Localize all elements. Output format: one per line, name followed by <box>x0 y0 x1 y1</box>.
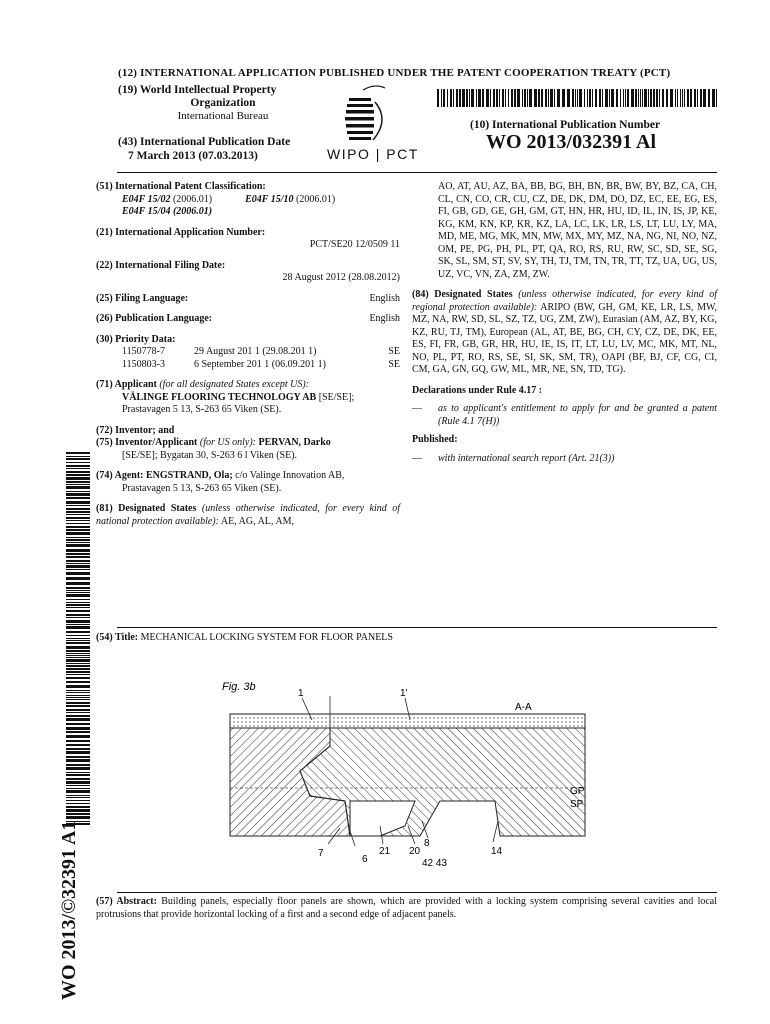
barcode-bar <box>635 89 637 107</box>
published-item <box>412 453 717 466</box>
barcode-bar <box>684 89 685 107</box>
published-text: with international search report (Art. 21(3)) <box>438 452 615 464</box>
barcode-bar <box>589 89 591 107</box>
priority-date: 6 September 201 1 (06.09.201 1) <box>194 358 326 370</box>
barcode-bar <box>690 89 692 107</box>
barcode-bar <box>482 89 484 107</box>
barcode-bar <box>66 614 90 616</box>
declaration-text: as to applicant's entitlement to apply for and be granted a patent (Rule 4.1 7(H)) <box>438 403 717 427</box>
pub-number-value: WO 2013/032391 Al <box>486 131 657 153</box>
barcode-bar <box>514 89 516 107</box>
ref-14: 14 <box>491 846 503 857</box>
barcode-bar <box>66 560 90 562</box>
field-30-label: (30) Priority Data: <box>96 333 176 345</box>
barcode-bar <box>680 89 681 107</box>
barcode-bar <box>441 89 442 107</box>
barcode-bar <box>66 481 90 483</box>
left-column <box>96 181 400 528</box>
barcode-bar <box>66 646 90 649</box>
field-22 <box>96 260 400 285</box>
field-75-note: (for US only): <box>199 437 257 448</box>
barcode-bar <box>712 89 715 107</box>
pub-date-value: 7 March 2013 (07.03.2013) <box>128 150 258 162</box>
field-21 <box>96 227 400 252</box>
barcode-bar <box>66 517 90 519</box>
barcode-bar <box>486 89 489 107</box>
barcode-bar <box>66 569 90 570</box>
treaty-heading: (12) INTERNATIONAL APPLICATION PUBLISHED UNDER THE PATENT COOPERATION TREATY (PCT) <box>118 67 671 79</box>
figure-caption: Fig. 3b <box>222 681 256 693</box>
barcode-bar <box>66 526 90 528</box>
barcode-bar <box>437 89 439 107</box>
ref-6: 6 <box>362 854 368 865</box>
barcode-bar <box>541 89 543 107</box>
ref-8: 8 <box>424 838 430 849</box>
barcode-bar <box>577 89 578 107</box>
barcode-bar <box>677 89 678 107</box>
abstract-label: (57) Abstract: <box>96 896 157 907</box>
title-label: (54) Title: <box>96 632 139 643</box>
barcode-bar <box>66 477 90 480</box>
barcode-bar <box>66 635 90 636</box>
barcode-bar <box>548 89 549 107</box>
field-25 <box>96 293 400 306</box>
barcode-bar <box>459 89 461 107</box>
field-84-note: (unless otherwise indicated, for every kind of regional protection available): <box>412 289 717 313</box>
barcode-bar <box>611 89 614 107</box>
barcode-bar <box>502 89 504 107</box>
barcode-bar <box>66 602 90 603</box>
title-rule <box>117 627 717 628</box>
barcode-bar <box>599 89 601 107</box>
barcode-bar <box>605 89 608 107</box>
barcode-bar <box>567 89 570 107</box>
barcode-bar <box>670 89 673 107</box>
field-72-label: (72) Inventor; and <box>96 424 175 436</box>
applicant-country: [SE/SE]; <box>318 391 355 403</box>
barcode-bar <box>625 89 626 107</box>
ipc-class-2-year: (2006.01) <box>296 193 336 205</box>
barcode-bar <box>66 556 90 558</box>
barcode-bar <box>66 511 90 513</box>
barcode-bar <box>66 599 90 600</box>
field-72 <box>96 425 400 438</box>
barcode-bar <box>627 89 629 107</box>
field-26-label: (26) Publication Language: <box>96 313 213 324</box>
barcode-bar <box>656 89 658 107</box>
pub-number-label: (10) International Publication Number <box>470 119 661 131</box>
field-71 <box>96 379 400 417</box>
inventor-name: PERVAN, Darko <box>258 437 331 448</box>
field-71-label: (71) Applicant <box>96 379 157 390</box>
barcode-bar <box>66 539 90 541</box>
field-57 <box>96 896 717 921</box>
org-name-line1: (19) World Intellectual Property <box>118 84 277 96</box>
ref-sp: SP <box>570 799 584 810</box>
published-dash: — <box>412 452 422 464</box>
barcode-bar <box>66 514 90 515</box>
barcode-bar <box>616 89 618 107</box>
barcode-bar <box>511 89 513 107</box>
field-21-label: (21) International Application Number: <box>96 226 266 238</box>
field-75 <box>96 437 400 462</box>
barcode-bar <box>527 89 528 107</box>
ref-20: 20 <box>409 846 421 857</box>
field-74 <box>96 470 400 495</box>
barcode-bar <box>682 89 683 107</box>
barcode-bar <box>66 537 90 538</box>
barcode-bar <box>687 89 689 107</box>
barcode-bar <box>478 89 481 107</box>
declaration-item <box>412 403 717 428</box>
ref-7: 7 <box>318 848 324 859</box>
barcode-bar <box>708 89 710 107</box>
field-26-value: English <box>369 313 400 324</box>
floor-panel-section-drawing <box>200 676 620 876</box>
barcode-bar <box>642 89 643 107</box>
barcode-bar <box>66 458 90 460</box>
field-74-label: (74) Agent: ENGSTRAND, Ola; <box>96 470 233 481</box>
ref-gp: GP <box>570 786 585 797</box>
header-rule <box>117 172 717 173</box>
barcode-bar <box>650 89 652 107</box>
barcode-bar <box>575 89 576 107</box>
pub-date-label: (43) International Publication Date <box>118 136 291 148</box>
barcode-bar <box>66 452 90 454</box>
barcode-bar <box>443 89 445 107</box>
barcode-bar <box>66 582 90 585</box>
barcode-bar <box>66 624 90 625</box>
barcode-bar <box>716 89 717 107</box>
national-states-list: AO, AT, AU, AZ, BA, BB, BG, BH, BN, BR, BW, BY, BZ, CA, CH, CL, CN, CO, CR, CU, CZ, DE, DK, DM, DO, DZ, EC, EE, EG, ES, FI, GB, GD, GE, GH, GM, GT, HN, HR, HU, ID, IL, IN, IS, JP, KE, KG, KM, KN, KP, KR, KZ, LA, LC, LK, LR, LS, LT, LU, LY, MA, MD, ME, MG, MK, MN, MW, MX, MY, MZ, NA, NG, NI, NO, NZ, OM, PE, PG, PH, PL, PT, QA, RO, RS, RU, RW, SC, SD, SE, SG, SK, SL, SM, ST, SV, SY, TH, TJ, TM, TN, TR, TT, TZ, UA, UG, US, UZ, VC, VN, ZA, ZM, ZW. <box>438 181 717 280</box>
barcode-bar <box>66 650 90 652</box>
field-30 <box>96 334 400 372</box>
field-71-note: (for all designated States except US): <box>159 379 310 390</box>
field-51 <box>96 181 400 219</box>
barcode-bar <box>584 89 585 107</box>
field-54 <box>96 632 716 645</box>
barcode-bar <box>66 486 90 489</box>
priority-number: 1150778-7 <box>122 346 165 357</box>
field-22-value: 28 August 2012 (28.08.2012) <box>282 272 400 283</box>
barcode-bar <box>490 89 491 107</box>
barcode-bar <box>697 89 698 107</box>
barcode-bar <box>447 89 448 107</box>
barcode-bar <box>66 508 90 510</box>
barcode-bar <box>66 587 90 589</box>
field-21-value: PCT/SE20 12/0509 11 <box>309 239 400 250</box>
barcode-bar <box>66 465 90 467</box>
barcode-bar <box>534 89 537 107</box>
field-81-tail: AE, AG, AL, AM, <box>220 515 294 527</box>
applicant-address: Prastavagen 5 13, S-263 65 Viken (SE). <box>122 404 282 415</box>
barcode-bar <box>471 89 474 107</box>
barcode-bar <box>529 89 532 107</box>
wipo-logo <box>327 80 445 164</box>
barcode-bar <box>587 89 588 107</box>
barcode-bar <box>659 89 660 107</box>
field-22-label: (22) International Filing Date: <box>96 259 226 271</box>
field-26 <box>96 313 400 326</box>
barcode-bar <box>66 505 90 506</box>
barcode-bar <box>662 89 664 107</box>
barcode-bar <box>505 89 506 107</box>
barcode-bar <box>517 89 520 107</box>
barcode-bar <box>66 577 90 580</box>
barcode-bar <box>562 89 565 107</box>
barcode-bar <box>572 89 574 107</box>
barcode-bar <box>66 655 90 656</box>
barcode-bar <box>638 89 639 107</box>
barcode-bar <box>66 549 90 552</box>
barcode-bar <box>499 89 500 107</box>
ref-42-43: 42 43 <box>422 858 448 869</box>
barcode-bar <box>66 620 90 623</box>
barcode-bar <box>66 493 90 496</box>
barcode-top <box>437 89 717 107</box>
barcode-bar <box>493 89 495 107</box>
barcode-bar <box>592 89 593 107</box>
barcode-bar <box>66 590 90 591</box>
barcode-bar <box>66 462 90 463</box>
barcode-bar <box>66 484 90 485</box>
barcode-bar <box>66 665 90 667</box>
barcode-bar <box>466 89 468 107</box>
barcode-bar <box>703 89 706 107</box>
ref-21: 21 <box>379 846 391 857</box>
barcode-bar <box>550 89 553 107</box>
field-81-note: (unless otherwise indicated, for every kind of national protection available): <box>96 503 401 527</box>
field-75-label: (75) Inventor/Applicant <box>96 437 198 448</box>
barcode-bar <box>653 89 655 107</box>
barcode-bar <box>66 604 90 606</box>
priority-date: 29 August 201 1 (29.08.201 1) <box>194 346 317 357</box>
barcode-bar <box>66 594 90 597</box>
barcode-bar <box>66 631 90 633</box>
barcode-bar <box>66 642 90 644</box>
barcode-bar <box>648 89 649 107</box>
barcode-bar <box>496 89 498 107</box>
barcode-bar <box>456 89 458 107</box>
priority-country: SE <box>388 346 400 357</box>
abstract-rule <box>117 892 717 893</box>
barcode-bar <box>609 89 610 107</box>
field-51-label: (51) International Patent Classification: <box>96 181 266 192</box>
barcode-bar <box>66 456 90 457</box>
field-84 <box>412 289 717 377</box>
agent-address: Prastavagen 5 13, S-263 65 Viken (SE). <box>122 482 282 494</box>
barcode-bar <box>66 468 90 469</box>
ipc-class-1-year: (2006.01) <box>172 193 213 205</box>
barcode-bar <box>700 89 702 107</box>
barcode-bar <box>66 471 90 473</box>
abstract-text: Building panels, especially floor panels are shown, which are provided with a locking system comprising several cavities and local protrusions that provide horizontal locking of a first and a second edge of adjacent panels. <box>96 896 717 920</box>
priority-number: 1150803-3 <box>122 358 165 370</box>
barcode-bar <box>462 89 465 107</box>
barcode-bar <box>545 89 547 107</box>
barcode-bar <box>524 89 526 107</box>
barcode-bar <box>66 617 90 618</box>
barcode-bar <box>66 532 90 535</box>
ipc-class-1: E04F 15/02 <box>122 193 171 205</box>
priority-row <box>96 346 400 359</box>
barcode-bar <box>579 89 582 107</box>
applicant-name: VÄLINGE FLOORING TECHNOLOGY AB <box>122 391 317 403</box>
barcode-bar <box>469 89 470 107</box>
barcode-bar <box>476 89 477 107</box>
barcode-bar <box>620 89 621 107</box>
barcode-bar <box>66 626 90 629</box>
priority-country: SE <box>388 358 400 370</box>
ipc-class-3: E04F 15/04 (2006.01) <box>122 206 213 217</box>
barcode-bar <box>66 501 90 504</box>
right-column <box>412 181 717 465</box>
barcode-bar <box>557 89 560 107</box>
field-25-label: (25) Filing Language: <box>96 292 189 304</box>
barcode-bar <box>666 89 668 107</box>
barcode-bar <box>602 89 603 107</box>
barcode-bar <box>66 553 90 555</box>
barcode-bar <box>631 89 634 107</box>
barcode-bar <box>66 544 90 547</box>
barcode-bar <box>554 89 555 107</box>
barcode-bar <box>66 523 90 524</box>
barcode-bar <box>453 89 454 107</box>
barcode-bar <box>66 542 90 543</box>
barcode-bar <box>675 89 676 107</box>
field-74-rest: c/o Valinge Innovation AB, <box>235 470 345 481</box>
barcode-bar <box>66 638 90 639</box>
barcode-bar <box>450 89 452 107</box>
barcode-bar <box>66 497 90 499</box>
vertical-pub-number: WO 2013/©32391 A1 <box>58 820 80 1000</box>
barcode-bar <box>66 563 90 564</box>
barcode-bar <box>66 520 90 521</box>
field-81-label: (81) Designated States <box>96 503 197 514</box>
barcode-bar <box>66 529 90 531</box>
barcode-bar <box>623 89 624 107</box>
field-84-label: (84) Designated States <box>412 289 513 300</box>
field-25-value: English <box>369 292 400 304</box>
barcode-bar <box>538 89 540 107</box>
ref-1-prime: 1' <box>400 688 408 699</box>
barcode-bar <box>595 89 597 107</box>
barcode-bar <box>66 640 90 641</box>
declarations-heading: Declarations under Rule 4.17 : <box>412 384 543 396</box>
barcode-bar <box>640 89 641 107</box>
barcode-bar <box>694 89 696 107</box>
barcode-bar <box>508 89 509 107</box>
section-label: A-A <box>515 702 532 713</box>
barcode-bar <box>66 474 90 476</box>
regional-states-list: ARIPO (BW, GH, GM, KE, LR, LS, MW, MZ, NA, RW, SD, SL, SZ, TZ, UG, ZM, ZW), Eurasian (AM, AZ, BY, KG, KZ, RU, TJ, TM), European (AL, AT, BE, BG, CH, CY, CZ, DE, DK, EE, ES, FI, FR, GB, GR, HR, HU, IE, IS, IT, LT, LU, LV, MC, MK, MT, NL, NO, PL, PT, RO, RS, SE, SI, SK, SM, TR), OAPI (BF, BJ, CF, CG, CI, CM, GA, GN, GQ, GW, ML, MR, NE, SN, TD, TG). <box>412 301 717 375</box>
barcode-bar <box>66 610 90 612</box>
barcode-bar <box>66 572 90 575</box>
barcode-bar <box>66 592 90 593</box>
barcode-bar <box>66 657 90 658</box>
priority-row <box>96 359 400 372</box>
barcode-bar <box>66 607 90 608</box>
barcode-bar <box>66 491 90 492</box>
inventor-address: [SE/SE]; Bygatan 30, S-263 6 l Viken (SE). <box>122 449 298 461</box>
barcode-bar <box>66 565 90 568</box>
barcode-bar <box>522 89 523 107</box>
published-heading: Published: <box>412 434 458 445</box>
ref-1: 1 <box>298 688 304 699</box>
declaration-dash: — <box>412 403 422 414</box>
figure-3b <box>200 676 620 876</box>
wipo-wordmark: WIPO | PCT <box>327 146 419 162</box>
org-bureau: International Bureau <box>177 110 269 122</box>
barcode-bar <box>66 659 90 662</box>
field-81 <box>96 503 400 528</box>
barcode-bar <box>66 653 90 654</box>
title-value: MECHANICAL LOCKING SYSTEM FOR FLOOR PANELS <box>140 632 393 643</box>
org-name-line2: Organization <box>190 97 256 109</box>
barcode-bar <box>66 663 90 664</box>
ipc-class-2: E04F 15/10 <box>245 193 294 205</box>
barcode-bar <box>644 89 647 107</box>
